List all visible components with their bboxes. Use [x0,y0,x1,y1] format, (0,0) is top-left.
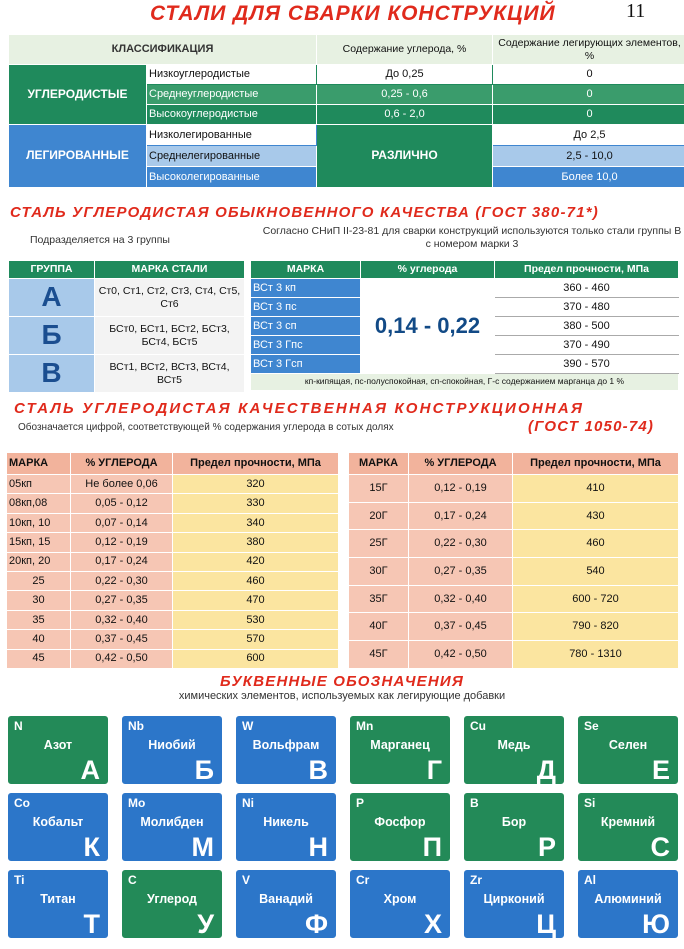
vst3-mark: ВСт 3 пс [251,298,361,317]
class-row-name: Высоколегированные [147,167,317,188]
element-letter: В [308,755,328,785]
element-name: Селен [608,738,648,752]
element-name: Цирконий [483,892,545,906]
element-tile [576,868,680,940]
class-row-carbon: До 0,25 [317,65,493,85]
vst3-strength: 360 - 460 [495,279,679,298]
q-strength: 380 [173,533,339,552]
vst3-footnote: кп-кипящая, пс-полуспокойная, сп-спокойная, Г-с содержанием марганца до 1 % [251,374,679,391]
element-letter: Н [308,832,328,862]
element-name: Кремний [600,815,656,829]
element-tile [348,791,452,863]
element-letter: Р [537,832,556,862]
q-strength: 420 [173,552,339,571]
q-carbon: 0,05 - 0,12 [71,494,173,513]
vst3-strength: 370 - 490 [495,336,679,355]
q-strength: 460 [513,530,679,558]
alloy-carbon-value: РАЗЛИЧНО [317,125,493,188]
element-symbol: Zr [470,873,482,887]
element-name: Углерод [147,892,197,906]
group-grades: Ст0, Ст1, Ст2, Ст3, Ст4, Ст5, Ст6 [95,279,245,317]
element-tile [462,714,566,786]
element-name: Медь [497,738,531,752]
group-letter: Б [9,317,95,355]
vst3-mark: ВСт 3 кп [251,279,361,298]
q-mark: 10кп, 10 [7,513,71,532]
letters-subtitle: химических элементов, используемых как легирующие добавки [178,690,506,702]
q-strength: 410 [513,475,679,503]
element-letter: П [422,832,442,862]
element-symbol: Cu [470,719,486,733]
element-tile [234,868,338,940]
q-carbon: 0,12 - 0,19 [71,533,173,552]
element-tile [576,714,680,786]
element-symbol: B [470,796,479,810]
q-carbon: 0,27 - 0,35 [409,558,513,586]
element-name: Кобальт [32,815,84,829]
q-carbon: 0,42 - 0,50 [409,641,513,669]
element-name: Ванадий [259,892,313,906]
q-strength: 790 - 820 [513,613,679,641]
q-strength: 540 [513,558,679,586]
q-strength: 320 [173,475,339,494]
element-symbol: Nb [128,719,144,733]
ordinary-left-note: Подразделяется на 3 группы [30,234,170,246]
element-name: Марганец [370,738,430,752]
q-carbon-header: % УГЛЕРОДА [409,453,513,475]
grade-header: МАРКА СТАЛИ [95,261,245,279]
vst3-mark: ВСт 3 сп [251,317,361,336]
carbon-header: % углерода [361,261,495,279]
q-carbon: 0,42 - 0,50 [71,649,173,668]
element-letter: Ц [536,909,556,939]
class-row-alloy: 0 [493,105,684,125]
strength-header: Предел прочности, МПа [495,261,679,279]
element-letter: Г [426,755,442,785]
element-tile [234,791,338,863]
quality-left-table [6,452,339,669]
vst3-carbon: 0,14 - 0,22 [361,279,495,374]
quality-right-table [348,452,679,669]
element-name: Алюминий [594,892,662,906]
ordinary-title: СТАЛЬ УГЛЕРОДИСТАЯ ОБЫКНОВЕННОГО КАЧЕСТВА (ГОСТ 380-71*) [10,204,599,221]
vst3-mark: ВСт 3 Гсп [251,355,361,374]
carbon-header: Содержание углерода, % [317,35,493,65]
element-symbol: C [128,873,137,887]
element-symbol: Co [14,796,30,810]
element-name: Вольфрам [252,738,320,752]
element-name: Азот [43,738,73,752]
q-strength-header: Предел прочности, МПа [513,453,679,475]
element-name: Молибден [140,815,204,829]
groups-table [8,260,245,393]
element-tile [348,714,452,786]
q-carbon-header: % УГЛЕРОДА [71,453,173,475]
element-tile [6,868,110,940]
element-symbol: Si [584,796,596,810]
q-strength: 600 - 720 [513,585,679,613]
q-mark-header: МАРКА [349,453,409,475]
q-strength: 460 [173,571,339,590]
element-symbol: Cr [356,873,370,887]
vst3-mark: ВСт 3 Гпс [251,336,361,355]
element-letter: Е [651,755,670,785]
q-strength: 570 [173,630,339,649]
class-row-alloy: Более 10,0 [493,167,684,188]
class-row-alloy: До 2,5 [493,125,684,146]
element-letter: Д [536,755,556,785]
mark-header: МАРКА [251,261,361,279]
element-tile [120,791,224,863]
element-tile [462,791,566,863]
q-mark: 40Г [349,613,409,641]
class-row-alloy: 0 [493,85,684,105]
element-letter: Б [194,755,214,785]
group-grades: ВСт1, ВСт2, ВСт3, ВСт4, ВСт5 [95,355,245,393]
q-mark: 25 [7,571,71,590]
q-strength: 530 [173,610,339,629]
q-carbon: 0,22 - 0,30 [71,571,173,590]
element-name: Ниобий [148,738,196,752]
class-row-name: Низколегированные [147,125,317,146]
class-row-alloy: 0 [493,65,684,85]
q-strength: 470 [173,591,339,610]
element-symbol: Al [584,873,596,887]
class-header: КЛАССИФИКАЦИЯ [9,35,317,65]
element-tile [6,791,110,863]
q-strength-header: Предел прочности, МПа [173,453,339,475]
element-tile [348,868,452,940]
element-tile [120,714,224,786]
element-letter: М [191,832,214,862]
q-carbon: 0,37 - 0,45 [409,613,513,641]
element-symbol: Se [584,719,599,733]
element-letter: Т [83,909,100,939]
q-strength: 430 [513,502,679,530]
element-letter: С [650,832,670,862]
element-letter: А [80,755,100,785]
element-tile [462,868,566,940]
class-row-name: Высокоуглеродистые [147,105,317,125]
ordinary-right-note: Согласно СНиП II-23-81 для сварки конструкций используются только стали группы В с номером марки 3 [262,225,682,250]
element-symbol: Ni [242,796,254,810]
alloy-header: Содержание легирующих элементов, % [493,35,684,65]
element-symbol: Ti [14,873,25,887]
element-symbol: Mo [128,796,146,810]
q-carbon: Не более 0,06 [71,475,173,494]
class-row-name: Среднеуглеродистые [147,85,317,105]
quality-gost: (ГОСТ 1050-74) [528,418,655,435]
element-letter: Х [423,909,442,939]
q-mark: 35Г [349,585,409,613]
class-row-name: Низкоуглеродистые [147,65,317,85]
element-tile [234,714,338,786]
element-name: Бор [501,815,527,829]
element-tile [576,791,680,863]
element-tile [6,714,110,786]
quality-note: Обозначается цифрой, соответствующей % содержания углерода в сотых долях [18,422,394,433]
q-carbon: 0,12 - 0,19 [409,475,513,503]
element-symbol: N [14,719,23,733]
q-strength: 340 [173,513,339,532]
group-grades: БСт0, БСт1, БСт2, БСт3, БСт4, БСт5 [95,317,245,355]
q-mark: 45Г [349,641,409,669]
q-mark: 30Г [349,558,409,586]
q-mark: 20кп, 20 [7,552,71,571]
element-tile [120,868,224,940]
q-carbon: 0,32 - 0,40 [71,610,173,629]
class-row-name: Среднелегированные [147,146,317,167]
class-row-carbon: 0,25 - 0,6 [317,85,493,105]
group-letter: А [9,279,95,317]
element-letter: Ф [304,909,328,939]
q-mark-header: МАРКА [7,453,71,475]
quality-title: СТАЛЬ УГЛЕРОДИСТАЯ КАЧЕСТВЕННАЯ КОНСТРУКЦИОННАЯ [14,400,585,417]
q-carbon: 0,32 - 0,40 [409,585,513,613]
q-carbon: 0,37 - 0,45 [71,630,173,649]
classification-table [8,34,684,188]
q-strength: 330 [173,494,339,513]
q-carbon: 0,17 - 0,24 [409,502,513,530]
q-mark: 20Г [349,502,409,530]
vst3-strength: 390 - 570 [495,355,679,374]
q-carbon: 0,07 - 0,14 [71,513,173,532]
element-letter: У [197,909,214,939]
group-header: ГРУППА [9,261,95,279]
element-letter: К [83,832,100,862]
element-symbol: V [242,873,251,887]
q-strength: 780 - 1310 [513,641,679,669]
q-carbon: 0,27 - 0,35 [71,591,173,610]
class-row-carbon: 0,6 - 2,0 [317,105,493,125]
q-carbon: 0,22 - 0,30 [409,530,513,558]
q-mark: 45 [7,649,71,668]
q-carbon: 0,17 - 0,24 [71,552,173,571]
group-letter: В [9,355,95,393]
element-name: Фосфор [374,815,426,829]
q-mark: 25Г [349,530,409,558]
vst3-strength: 380 - 500 [495,317,679,336]
carbon-group-label: УГЛЕРОДИСТЫЕ [9,65,147,125]
q-mark: 30 [7,591,71,610]
element-letter: Ю [642,909,670,939]
q-mark: 08кп,08 [7,494,71,513]
element-symbol: Mn [356,719,374,733]
q-mark: 35 [7,610,71,629]
element-name: Титан [40,892,76,906]
vst3-table [250,260,679,391]
element-symbol: W [242,719,254,733]
page-number: 11 [626,0,646,22]
class-row-alloy: 2,5 - 10,0 [493,146,684,167]
q-mark: 40 [7,630,71,649]
page-title: СТАЛИ ДЛЯ СВАРКИ КОНСТРУКЦИЙ [150,2,556,25]
vst3-strength: 370 - 480 [495,298,679,317]
element-symbol: P [356,796,365,810]
q-mark: 15кп, 15 [7,533,71,552]
element-name: Никель [263,815,309,829]
q-mark: 05кп [7,475,71,494]
q-strength: 600 [173,649,339,668]
q-mark: 15Г [349,475,409,503]
alloy-group-label: ЛЕГИРОВАННЫЕ [9,125,147,188]
letters-title: БУКВЕННЫЕ ОБОЗНАЧЕНИЯ [220,673,464,690]
element-name: Хром [383,892,417,906]
